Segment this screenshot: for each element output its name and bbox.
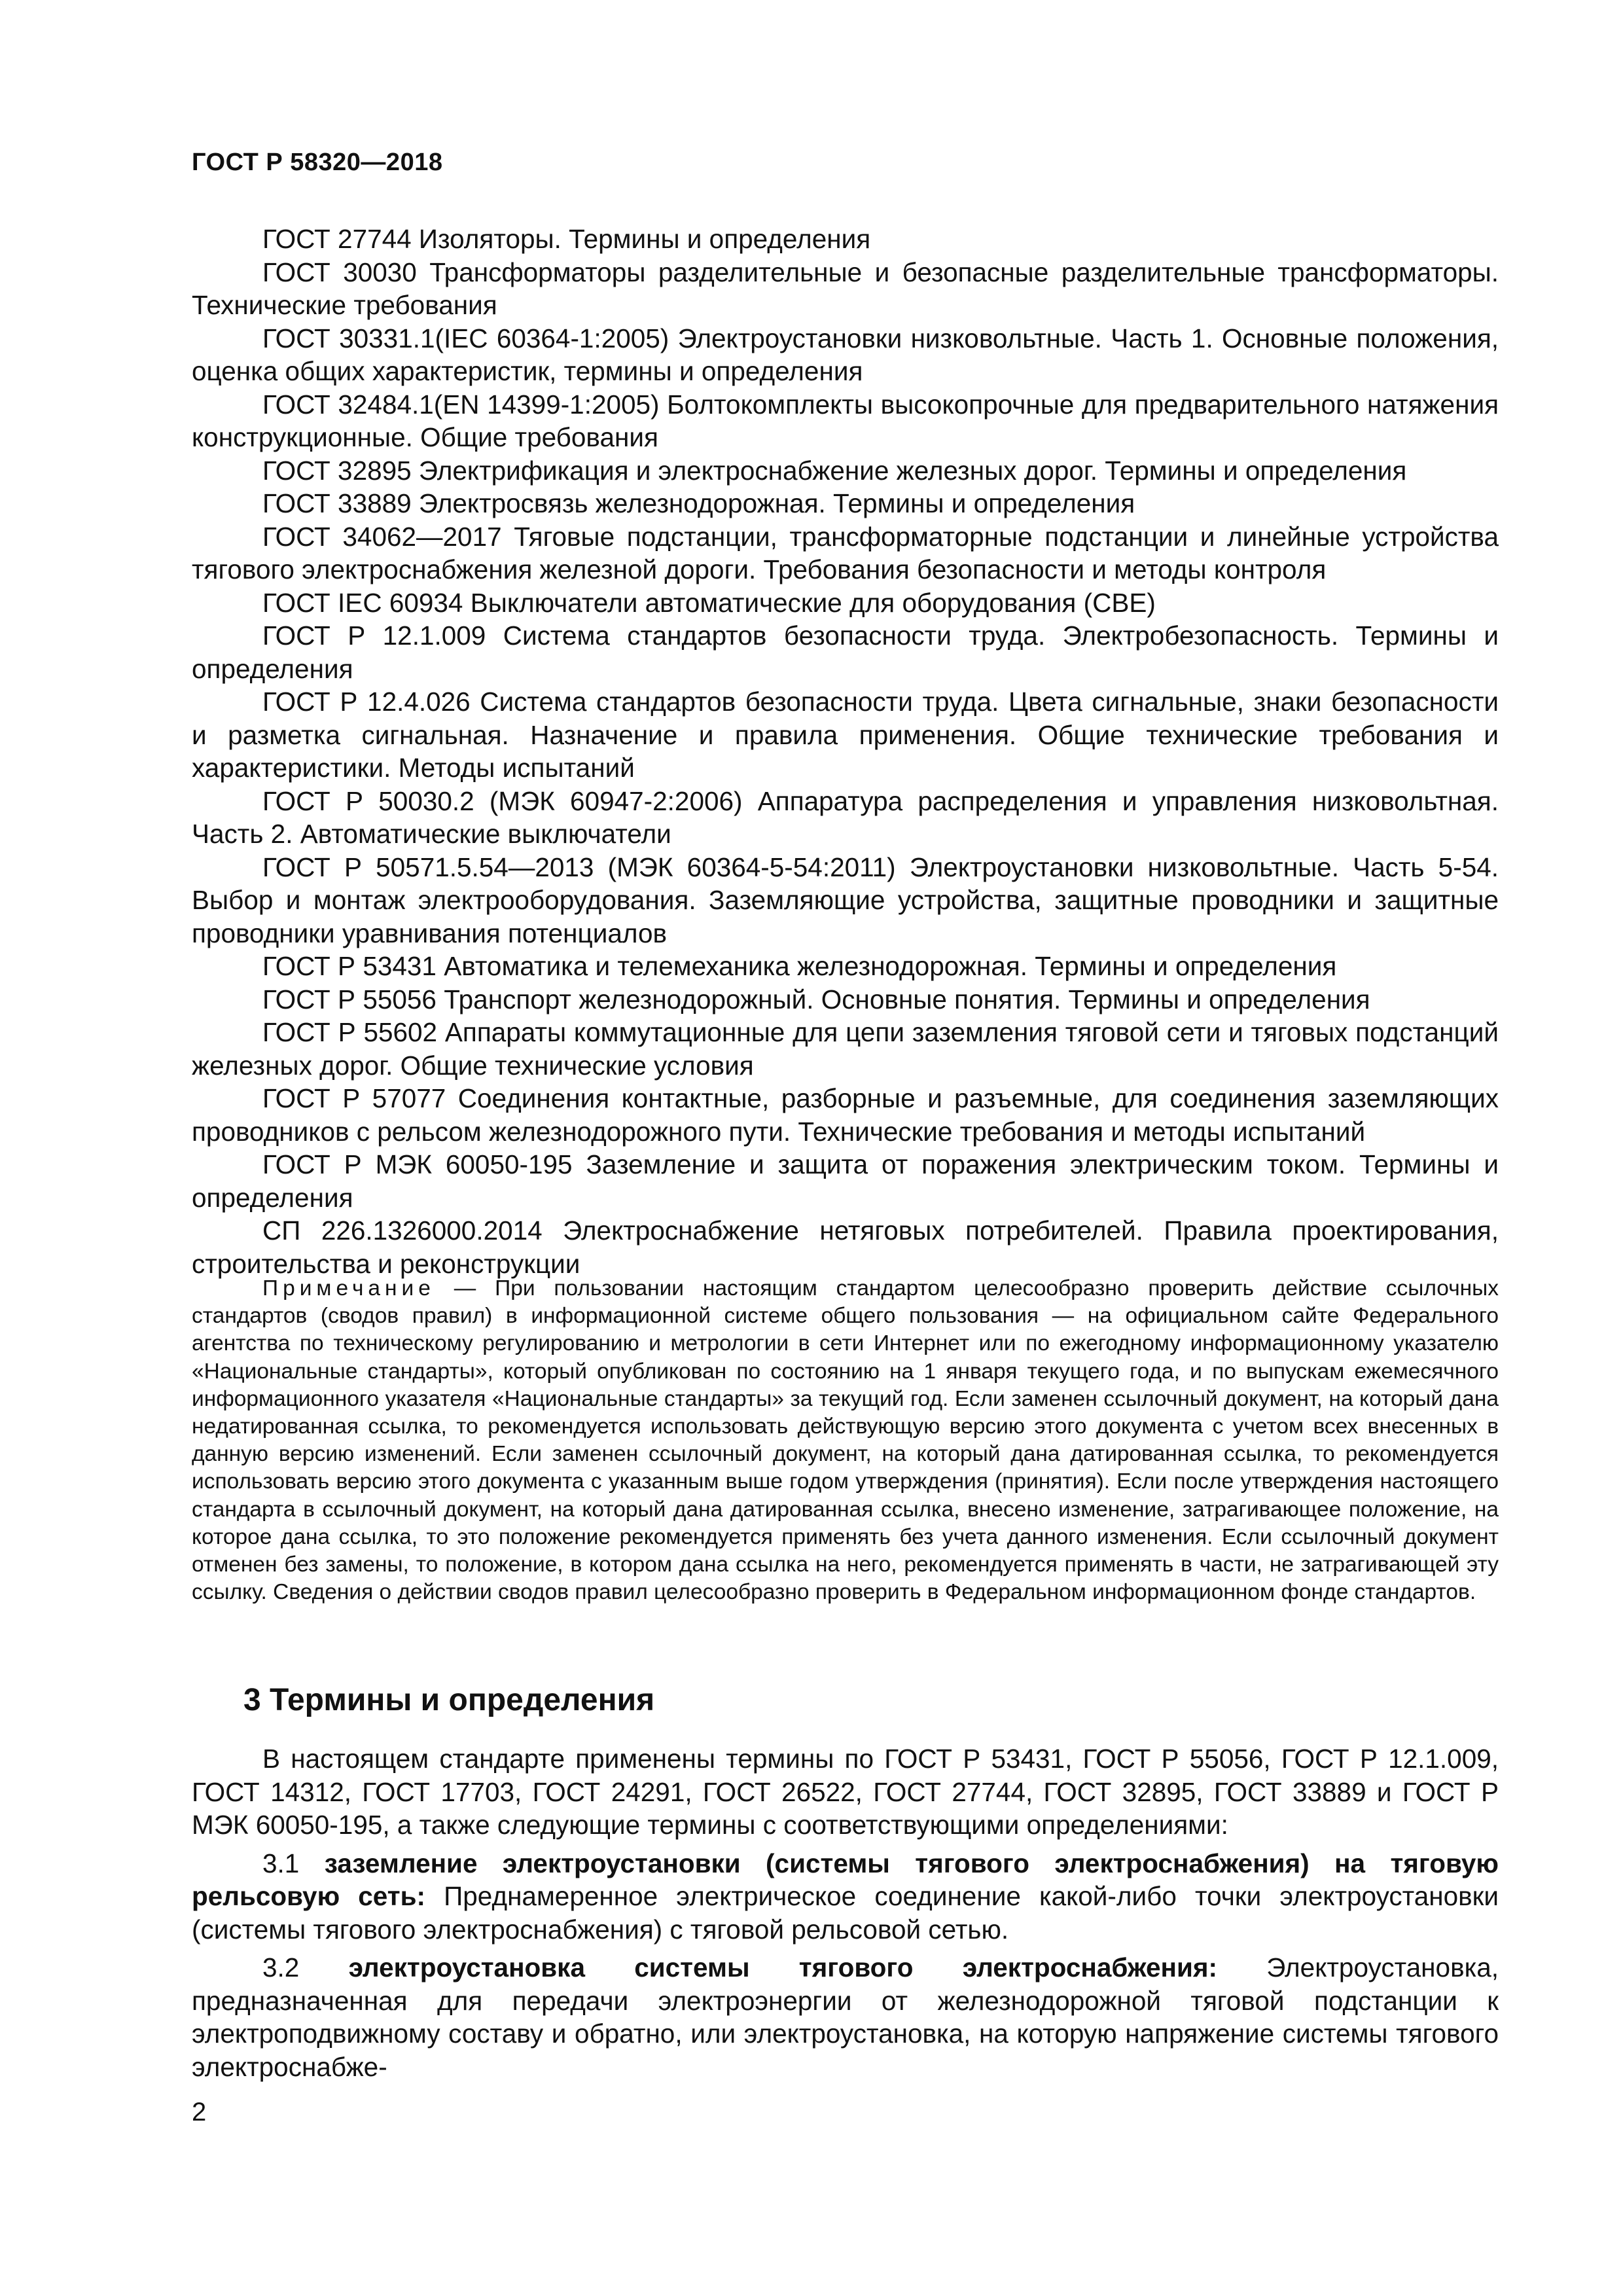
- references-note: [192, 1275, 1499, 1606]
- reference-item: ГОСТ 30030 Трансформаторы разделительные и безопасные разделительные трансформаторы. Технические требования: [192, 257, 1499, 320]
- reference-item: ГОСТ Р 53431 Автоматика и телемеханика железнодорожная. Термины и определения: [262, 951, 1337, 981]
- reference-item: ГОСТ Р 57077 Соединения контактные, разборные и разъемные, для соединения заземляющих проводников с рельсом железнодорожного пути. Технические требования и методы испытаний: [192, 1083, 1499, 1147]
- reference-item: ГОСТ 27744 Изоляторы. Термины и определения: [262, 224, 871, 254]
- reference-item: ГОСТ 33889 Электросвязь железнодорожная. Термины и определения: [262, 488, 1135, 518]
- term-entry: [192, 1847, 1499, 1946]
- term-number: 3.2: [262, 1952, 300, 1982]
- reference-item: ГОСТ 32895 Электрификация и электроснабжение железных дорог. Термины и определения: [262, 455, 1407, 486]
- reference-item: ГОСТ 34062—2017 Тяговые подстанции, трансформаторные подстанции и линейные устройства тягового электроснабжения железной дороги. Требования безопасности и методы контроля: [192, 521, 1499, 584]
- term-entry: [192, 1951, 1499, 2083]
- terms-section: [192, 1742, 1499, 2089]
- note-label: Примечание: [262, 1276, 435, 1300]
- reference-item: ГОСТ IEC 60934 Выключатели автоматические для оборудования (СВЕ): [262, 587, 1156, 618]
- page-number: 2: [192, 2098, 207, 2126]
- section-intro: В настоящем стандарте применены термины по ГОСТ Р 53431, ГОСТ Р 55056, ГОСТ Р 12.1.009, ГОСТ 14312, ГОСТ 17703, ГОСТ 24291, ГОСТ 26522, ГОСТ 27744, ГОСТ 32895, ГОСТ 33889 и ГОСТ Р МЭК 60050-195, а также следующие термины с соответствующими определениями:: [192, 1744, 1499, 1840]
- term-definition: Электроустановка, предназначенная для передачи электроэнергии от железнодорожной тяговой подстанции к электроподвижному составу и обратно, или электроустановка, на которую напряжение системы тягового электроснабже-: [192, 1952, 1499, 2082]
- reference-item: ГОСТ Р 55056 Транспорт железнодорожный. Основные понятия. Термины и определения: [262, 984, 1370, 1014]
- section-heading: 3 Термины и определения: [243, 1683, 655, 1717]
- reference-item: ГОСТ Р 12.4.026 Система стандартов безопасности труда. Цвета сигнальные, знаки безопасности и разметка сигнальная. Назначение и правила применения. Общие технические требования и характеристики. Методы испытаний: [192, 687, 1499, 783]
- note-text: — При пользовании настоящим стандартом целесообразно проверить действие ссылочных стандартов (сводов правил) в информационной системе общего пользования — на официальном сайте Федерального агентства по техническому регулированию и метрологии в сети Интернет или по ежегодному информационному указателю «Национальные стандарты», который опубликован по состоянию на 1 января текущего года, и по выпускам ежемесячного информационного указателя «Национальные стандарты» за текущий год. Если заменен ссылочный документ, на который дана недатированная ссылка, то рекомендуется использовать действующую версию этого документа с учетом всех внесенных в данную версию изменений. Если заменен ссылочный документ, на который дана датированная ссылка, то рекомендуется использовать версию этого документа с указанным выше годом утверждения (принятия). Если после утверждения настоящего стандарта в ссылочный документ, на который дана датированная ссылка, внесено изменение, затрагивающее положение, на которое дана ссылка, то это положение рекомендуется применять без учета данного изменения. Если ссылочный документ отменен без замены, то положение, в котором дана ссылка на него, рекомендуется применять в части, не затрагивающей эту ссылку. Сведения о действии сводов правил целесообразно проверить в Федеральном информационном фонде стандартов.: [192, 1276, 1499, 1605]
- term-name: заземление электроустановки (системы тягового электроснабжения) на тяговую рельсовую сеть:: [192, 1848, 1499, 1911]
- reference-item: СП 226.1326000.2014 Электроснабжение нетяговых потребителей. Правила проектирования, строительства и реконструкции: [192, 1215, 1499, 1279]
- term-definition: Преднамеренное электрическое соединение какой-либо точки электроустановки (системы тягового электроснабжения) с тяговой рельсовой сетью.: [192, 1881, 1499, 1945]
- reference-item: ГОСТ Р 50030.2 (МЭК 60947-2:2006) Аппаратура распределения и управления низковольтная. Часть 2. Автоматические выключатели: [192, 785, 1499, 849]
- reference-item: ГОСТ Р 50571.5.54—2013 (МЭК 60364-5-54:2011) Электроустановки низковольтные. Часть 5-54. Выбор и монтаж электрооборудования. Заземляющие устройства, защитные проводники и защитные проводники уравнивания потенциалов: [192, 852, 1499, 948]
- reference-item: ГОСТ Р МЭК 60050-195 Заземление и защита от поражения электрическим током. Термины и определения: [192, 1149, 1499, 1213]
- reference-item: ГОСТ 30331.1(IEC 60364-1:2005) Электроустановки низковольтные. Часть 1. Основные положения, оценка общих характеристик, термины и определения: [192, 323, 1499, 386]
- reference-item: ГОСТ 32484.1(EN 14399-1:2005) Болтокомплекты высокопрочные для предварительного натяжения конструкционные. Общие требования: [192, 389, 1499, 452]
- term-number: 3.1: [262, 1848, 300, 1878]
- reference-item: ГОСТ Р 55602 Аппараты коммутационные для цепи заземления тяговой сети и тяговых подстанций железных дорог. Общие технические условия: [192, 1017, 1499, 1081]
- normative-references-list: [192, 223, 1499, 1280]
- document-id-header: ГОСТ Р 58320—2018: [192, 149, 443, 176]
- reference-item: ГОСТ Р 12.1.009 Система стандартов безопасности труда. Электробезопасность. Термины и определения: [192, 620, 1499, 684]
- term-name: электроустановка системы тягового электроснабжения:: [348, 1952, 1218, 1982]
